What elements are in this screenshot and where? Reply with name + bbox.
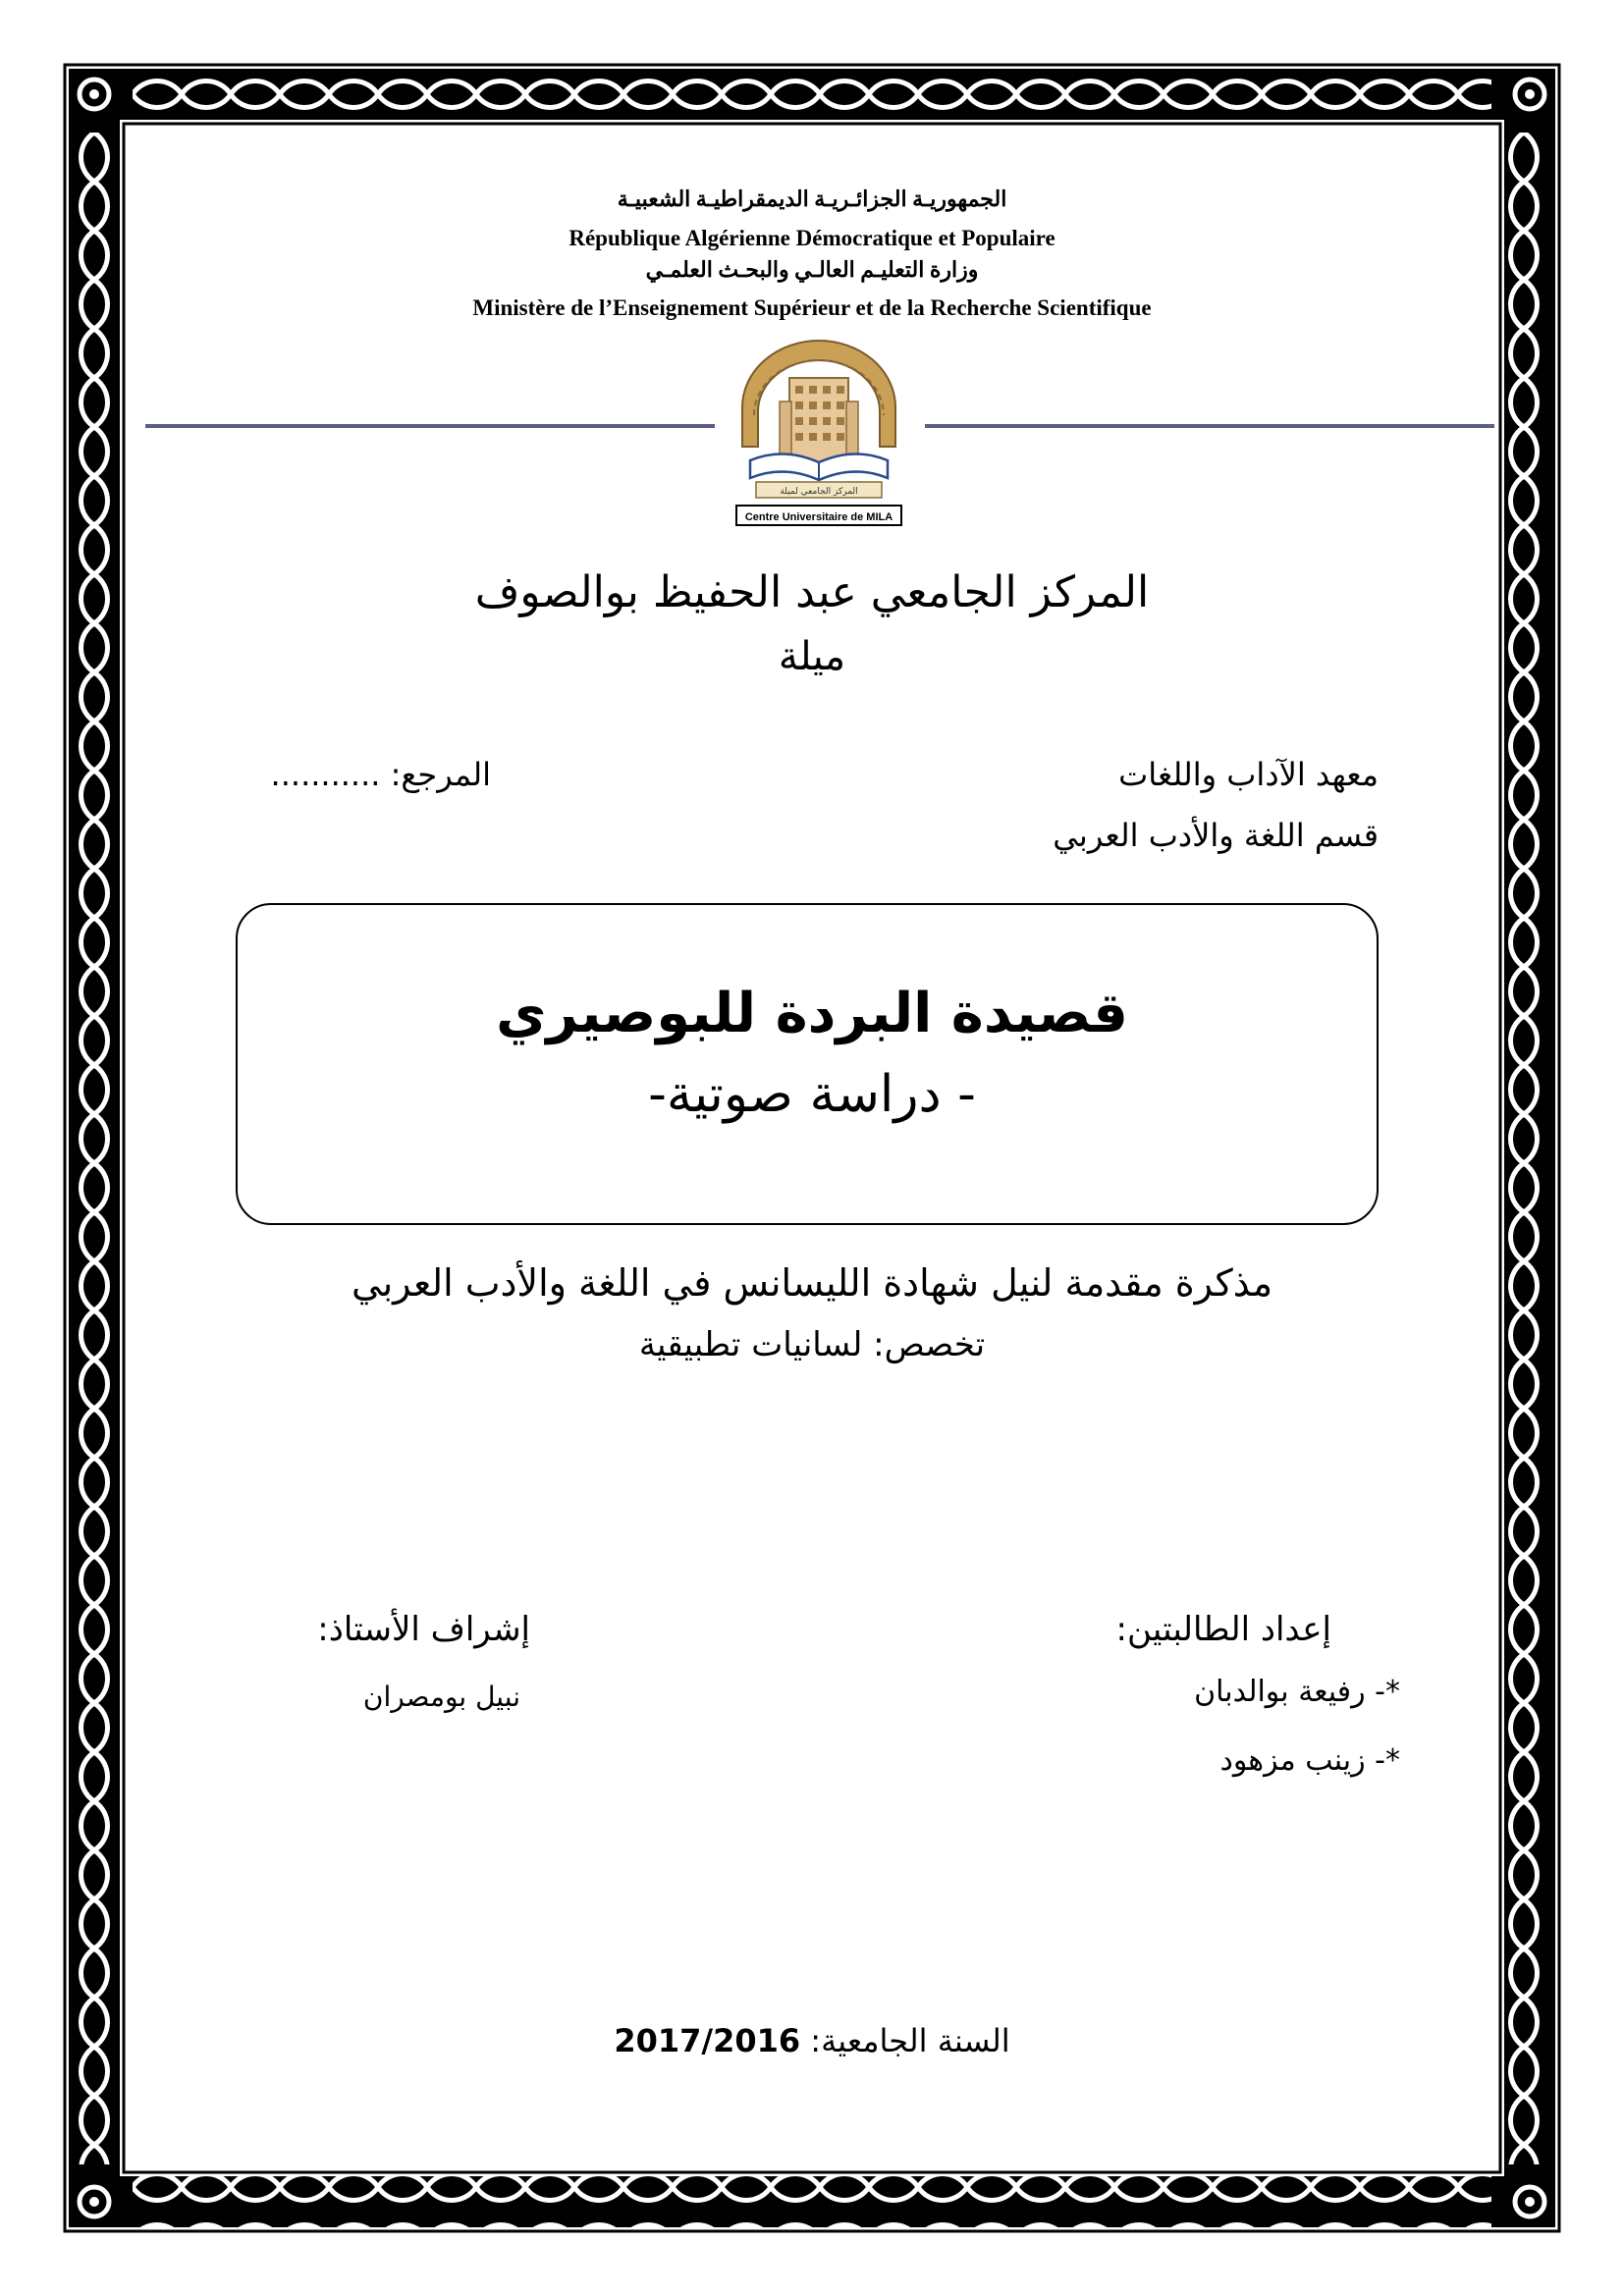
logo-banner-text: المركز الجامعي لميلة: [780, 487, 858, 497]
thesis-title: قصيدة البردة للبوصيري: [496, 982, 1128, 1045]
title-frame: [236, 903, 1379, 1225]
faculty-name: معهد الآداب واللغات: [1118, 756, 1379, 793]
corner-ornament-icon: [1504, 2176, 1555, 2227]
corner-ornament-icon: [1504, 69, 1555, 120]
logo-caption: Centre Universitaire de MILA: [744, 511, 893, 523]
student-name: *- رفيعة بوالدبان: [1194, 1675, 1400, 1709]
header-rule-right: [925, 424, 1494, 428]
republic-name-french: République Algérienne Démocratique et Populaire: [568, 226, 1056, 250]
academic-year: [0, 2022, 1624, 2059]
academic-year-label: السنة الجامعية:: [800, 2022, 1010, 2059]
academic-year-value: 2017/2016: [614, 2022, 801, 2059]
corner-ornament-icon: [69, 2176, 120, 2227]
department-name: قسم اللغة والأدب العربي: [1053, 817, 1379, 854]
prepared-by-label: إعداد الطالبتين:: [1115, 1610, 1331, 1649]
institution-city: ميلة: [778, 634, 846, 679]
reference-label: المرجع: ...........: [270, 756, 491, 793]
header-rule-left: [145, 424, 715, 428]
supervisor-name: نبيل بومصران: [362, 1681, 520, 1713]
student-name: *- زينب مزهود: [1219, 1743, 1400, 1778]
corner-ornament-icon: [69, 69, 120, 120]
supervisor-label: إشراف الأستاذ:: [317, 1610, 530, 1649]
ministry-name-french: Ministère de l’Enseignement Supérieur et de la Recherche Scientifique: [472, 295, 1152, 320]
ministry-name-arabic: وزارة التعليـم العالـي والبحـث العلمـي: [645, 257, 979, 282]
memo-description: مذكرة مقدمة لنيل شهادة الليسانس في اللغة والأدب العربي: [351, 1261, 1273, 1305]
thesis-subtitle: - دراسة صوتية-: [648, 1065, 976, 1124]
university-building-logo: [734, 339, 903, 527]
specialty: تخصص: لسانيات تطبيقية: [638, 1325, 986, 1364]
republic-name-arabic: الجمهوريـة الجزائـريـة الديمقراطيـة الشعبيـة: [617, 187, 1007, 211]
institution-name: المركز الجامعي عبد الحفيظ بوالصوف: [474, 567, 1150, 617]
